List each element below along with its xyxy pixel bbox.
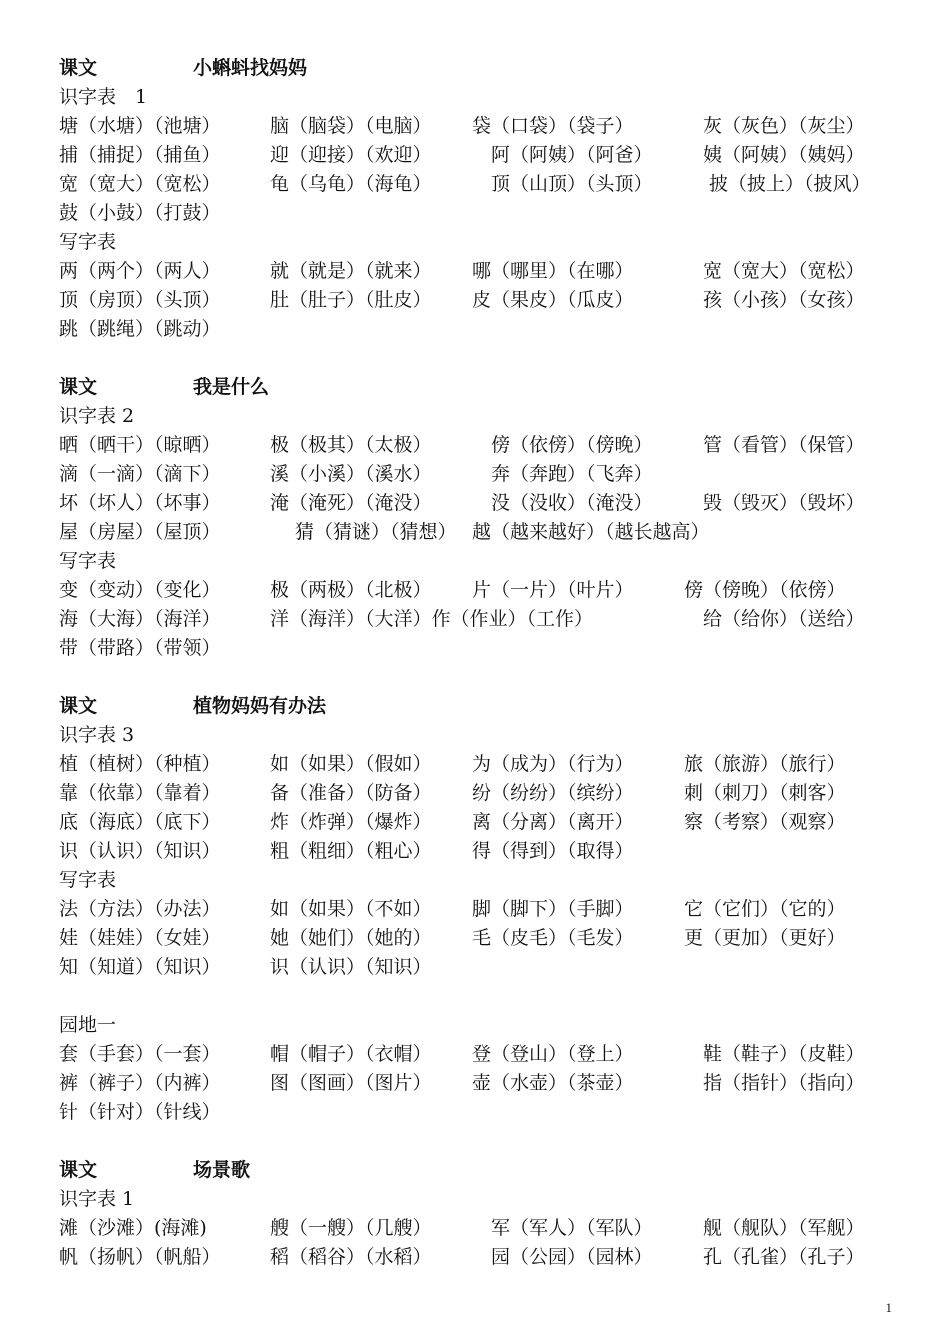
word-entry: 察（考察）（观察） — [684, 811, 846, 833]
word-entry: 灰（灰色）（灰尘） — [684, 115, 865, 137]
word-entry: 纷（纷纷）（缤纷） — [472, 782, 634, 804]
word-row — [59, 431, 919, 460]
word-row — [59, 924, 919, 953]
word-entry: 奔（奔跑）（飞奔） — [472, 463, 653, 485]
word-entry: 针（针对）（针线） — [59, 1101, 221, 1123]
word-entry: 帽（帽子）（衣帽） — [270, 1043, 432, 1065]
table-label: 写字表 — [59, 231, 117, 253]
word-entry: 刺（刺刀）（刺客） — [684, 782, 846, 804]
word-entry: 脚（脚下）（手脚） — [472, 898, 634, 920]
word-entry: 粗（粗细）（粗心） — [270, 840, 432, 862]
word-row — [59, 1098, 919, 1127]
word-entry: 跳（跳绳）（跳动） — [59, 318, 221, 340]
word-entry: 底（海底）（底下） — [59, 811, 221, 833]
word-row — [59, 1040, 919, 1069]
lesson-title: 场景歌 — [193, 1159, 251, 1181]
word-row — [59, 1214, 919, 1243]
lesson-heading — [59, 1156, 919, 1185]
word-entry: 如（如果）（不如） — [270, 898, 432, 920]
word-row — [59, 750, 919, 779]
word-entry: 园（公园）（园林） — [472, 1246, 653, 1268]
word-entry: 肚（肚子）（肚皮） — [270, 289, 432, 311]
word-entry: 更（更加）（更好） — [684, 927, 846, 949]
word-entry: 植（植树）（种植） — [59, 753, 221, 775]
lesson-keyword: 课文 — [59, 57, 98, 79]
word-entry: 鞋（鞋子）（皮鞋） — [684, 1043, 865, 1065]
word-entry: 顶（房顶）（头顶） — [59, 289, 221, 311]
document-page — [59, 54, 919, 1272]
word-entry: 傍（依傍）（傍晚） — [472, 434, 653, 456]
word-entry: 极（极其）（太极） — [270, 434, 432, 456]
word-row — [59, 112, 919, 141]
word-entry: 壶（水壶）（茶壶） — [472, 1072, 634, 1094]
lesson-title: 植物妈妈有办法 — [193, 695, 327, 717]
word-entry: 稻（稻谷）（水稻） — [270, 1246, 432, 1268]
lesson-title: 我是什么 — [193, 376, 270, 398]
word-entry: 阿（阿姨）（阿爸） — [472, 144, 653, 166]
word-entry: 洋（海洋）（大洋）作（作业）（工作） — [270, 608, 594, 630]
word-entry: 旅（旅游）（旅行） — [684, 753, 846, 775]
word-entry: 识（认识）（知识） — [59, 840, 221, 862]
word-entry: 识（认识）（知识） — [270, 956, 432, 978]
lesson-keyword: 课文 — [59, 376, 98, 398]
table-label: 识字表 3 — [59, 724, 135, 746]
word-entry: 宽（宽大）（宽松） — [59, 173, 221, 195]
word-entry: 裤（裤子）（内裤） — [59, 1072, 221, 1094]
word-row — [59, 1243, 919, 1272]
word-entry: 艘（一艘）（几艘） — [270, 1217, 432, 1239]
word-entry: 披（披上）（披风） — [684, 173, 871, 195]
word-entry: 毛（皮毛）（毛发） — [472, 927, 634, 949]
word-entry: 毁（毁灭）（毁坏） — [684, 492, 865, 514]
word-entry: 溪（小溪）（溪水） — [270, 463, 432, 485]
word-entry: 越（越来越好）（越长越高） — [472, 521, 710, 543]
word-entry: 娃（娃娃）（女娃） — [59, 927, 221, 949]
lesson-keyword: 课文 — [59, 1159, 98, 1181]
word-entry: 极（两极）（北极） — [270, 579, 432, 601]
word-entry: 淹（淹死）（淹没） — [270, 492, 432, 514]
word-entry: 管（看管）（保管） — [684, 434, 865, 456]
word-row — [59, 837, 919, 866]
word-entry: 没（没收）（淹没） — [472, 492, 653, 514]
word-entry: 屋（房屋）（屋顶） — [59, 521, 221, 543]
word-entry: 晒（晒干）（晾晒） — [59, 434, 221, 456]
section-gap — [59, 1127, 919, 1156]
word-entry: 哪（哪里）（在哪） — [472, 260, 634, 282]
table-label: 识字表 2 — [59, 405, 135, 427]
word-row — [59, 257, 919, 286]
word-row — [59, 1069, 919, 1098]
lesson-title: 小蝌蚪找妈妈 — [193, 57, 308, 79]
table-label: 识字表 1 — [59, 1188, 135, 1210]
word-entry: 帆（扬帆）（帆船） — [59, 1246, 221, 1268]
lesson-heading — [59, 692, 919, 721]
word-row — [59, 953, 919, 982]
word-entry: 塘（水塘）（池塘） — [59, 115, 221, 137]
section-gap — [59, 344, 919, 373]
table-label: 写字表 — [59, 869, 117, 891]
word-entry: 图（图画）（图片） — [270, 1072, 432, 1094]
word-entry: 法（方法）（办法） — [59, 898, 221, 920]
word-entry: 就（就是）（就来） — [270, 260, 432, 282]
word-row — [59, 170, 919, 199]
word-entry: 知（知道）（知识） — [59, 956, 221, 978]
word-entry: 军（军人）（军队） — [472, 1217, 653, 1239]
word-entry: 如（如果）（假如） — [270, 753, 432, 775]
section-gap — [59, 982, 919, 1011]
word-entry: 变（变动）（变化） — [59, 579, 221, 601]
word-entry: 给（给你）（送给） — [684, 608, 865, 630]
word-row — [59, 489, 919, 518]
word-entry: 片（一片）（叶片） — [472, 579, 634, 601]
word-entry: 她（她们）（她的） — [270, 927, 432, 949]
word-entry: 备（准备）（防备） — [270, 782, 432, 804]
word-row — [59, 286, 919, 315]
word-entry: 套（手套）（一套） — [59, 1043, 221, 1065]
page-number: 1 — [885, 1300, 892, 1315]
word-entry: 傍（傍晚）（依傍） — [684, 579, 846, 601]
lesson-keyword: 课文 — [59, 695, 98, 717]
word-row — [59, 576, 919, 605]
word-row — [59, 808, 919, 837]
word-entry: 孔（孔雀）（孔子） — [684, 1246, 865, 1268]
table-label: 园地一 — [59, 1014, 117, 1036]
lesson-heading — [59, 54, 919, 83]
word-row — [59, 605, 919, 634]
word-entry: 姨（阿姨）（姨妈） — [684, 144, 865, 166]
word-row — [59, 141, 919, 170]
word-row — [59, 779, 919, 808]
word-entry: 带（带路）（带领） — [59, 637, 221, 659]
word-entry: 皮（果皮）（瓜皮） — [472, 289, 634, 311]
word-entry: 宽（宽大）（宽松） — [684, 260, 865, 282]
word-entry: 脑（脑袋）（电脑） — [270, 115, 432, 137]
word-entry: 舰（舰队）（军舰） — [684, 1217, 865, 1239]
word-entry: 为（成为）（行为） — [472, 753, 634, 775]
word-entry: 靠（依靠）（靠着） — [59, 782, 221, 804]
word-entry: 龟（乌龟）（海龟） — [270, 173, 432, 195]
word-entry: 迎（迎接）（欢迎） — [270, 144, 432, 166]
word-entry: 指（指针）（指向） — [684, 1072, 865, 1094]
table-label: 识字表 1 — [59, 86, 148, 108]
table-label: 写字表 — [59, 550, 117, 572]
word-entry: 滴（一滴）（滴下） — [59, 463, 221, 485]
word-entry: 顶（山顶）（头顶） — [472, 173, 653, 195]
word-entry: 袋（口袋）（袋子） — [472, 115, 634, 137]
word-entry: 鼓（小鼓）（打鼓） — [59, 202, 221, 224]
word-entry: 孩（小孩）（女孩） — [684, 289, 865, 311]
word-row — [59, 895, 919, 924]
word-entry: 炸（炸弹）（爆炸） — [270, 811, 432, 833]
lesson-heading — [59, 373, 919, 402]
section-gap — [59, 663, 919, 692]
word-entry: 滩（沙滩）(海滩) — [59, 1217, 207, 1239]
word-entry: 两（两个）（两人） — [59, 260, 221, 282]
word-row — [59, 518, 919, 547]
word-row — [59, 460, 919, 489]
word-entry: 它（它们）（它的） — [684, 898, 846, 920]
word-entry: 得（得到）（取得） — [472, 840, 634, 862]
word-entry: 离（分离）（离开） — [472, 811, 634, 833]
word-entry: 海（大海）（海洋） — [59, 608, 221, 630]
word-entry: 捕（捕捉）（捕鱼） — [59, 144, 221, 166]
word-entry: 猜（猜谜）（猜想） — [270, 521, 457, 543]
word-row — [59, 199, 919, 228]
word-row — [59, 315, 919, 344]
word-entry: 坏（坏人）（坏事） — [59, 492, 221, 514]
word-entry: 登（登山）（登上） — [472, 1043, 634, 1065]
word-row — [59, 634, 919, 663]
